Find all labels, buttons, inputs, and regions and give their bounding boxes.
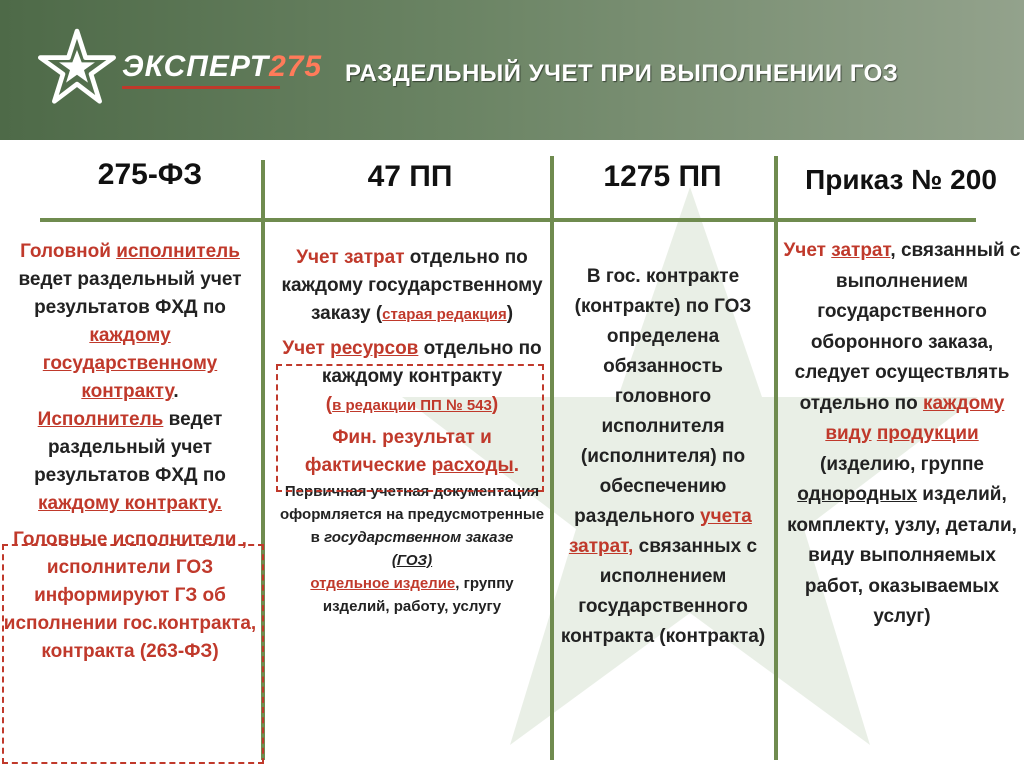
- column-heading-275fz: 275-ФЗ: [97, 158, 203, 191]
- col2-paragraph-1: Учет затрат отдельно по каждому государственному заказу (старая редакция): [281, 247, 543, 324]
- page-title: РАЗДЕЛЬНЫЙ УЧЕТ ПРИ ВЫПОЛНЕНИИ ГОЗ: [345, 60, 899, 87]
- column-heading-prikaz-200: Приказ № 200: [805, 164, 997, 195]
- logo-number: 275: [269, 50, 323, 83]
- col2-paragraph-2: Учет ресурсов отдельно по каждому контракту (в редакции ПП № 543): [282, 338, 542, 415]
- col3-paragraph-1: В гос. контракте (контракте) по ГОЗ определена обязанность головного исполнителя (исполнителя) по обеспечению раздельного учета затрат, связанных с исполнением государственного контракта (контракта): [560, 266, 766, 647]
- header-banner: [0, 0, 1024, 140]
- col1-highlight-box: [2, 544, 264, 764]
- col2-paragraph-3: Фин. результат и фактические расходы.: [304, 427, 520, 476]
- column-1275pp-content: [560, 262, 766, 652]
- column-heading-1275pp: 1275 ПП: [603, 160, 722, 193]
- col2-paragraph-4: Первичная учетная документация оформляется на предусмотренные в государственном заказе (ГОЗ) отдельное изделие, группу изделий, работу, услугу: [279, 483, 545, 615]
- header-divider: [40, 218, 976, 222]
- logo-underline: [122, 86, 280, 89]
- column-divider-2: [550, 156, 554, 760]
- col2-highlight-box: [276, 364, 544, 492]
- column-divider-3: [774, 156, 778, 760]
- col1-paragraph-1: Головной исполнитель ведет раздельный учет результатов ФХД по каждому государственному контракту.: [18, 241, 242, 402]
- column-prikaz-200-content: [782, 236, 1022, 633]
- col1-paragraph-3: Головные исполнители , исполнители ГОЗ информируют ГЗ об исполнении гос.контракта, контракта (263-ФЗ): [3, 529, 257, 662]
- col1-paragraph-2: Исполнитель ведет раздельный учет результатов ФХД по каждому контракту.: [34, 409, 226, 514]
- column-heading-47pp: 47 ПП: [367, 160, 453, 193]
- col4-paragraph-1: Учет затрат, связанный с выполнением государственного оборонного заказа, следует осуществлять отдельно по каждому виду продукции (изделию, группе однородных изделий, комплекту, узлу, детали, виду выполняемых работ, оказываемых услуг): [783, 240, 1021, 627]
- logo-text: ЭКСПЕРТ275: [122, 50, 323, 83]
- star-logo-icon: [38, 28, 116, 106]
